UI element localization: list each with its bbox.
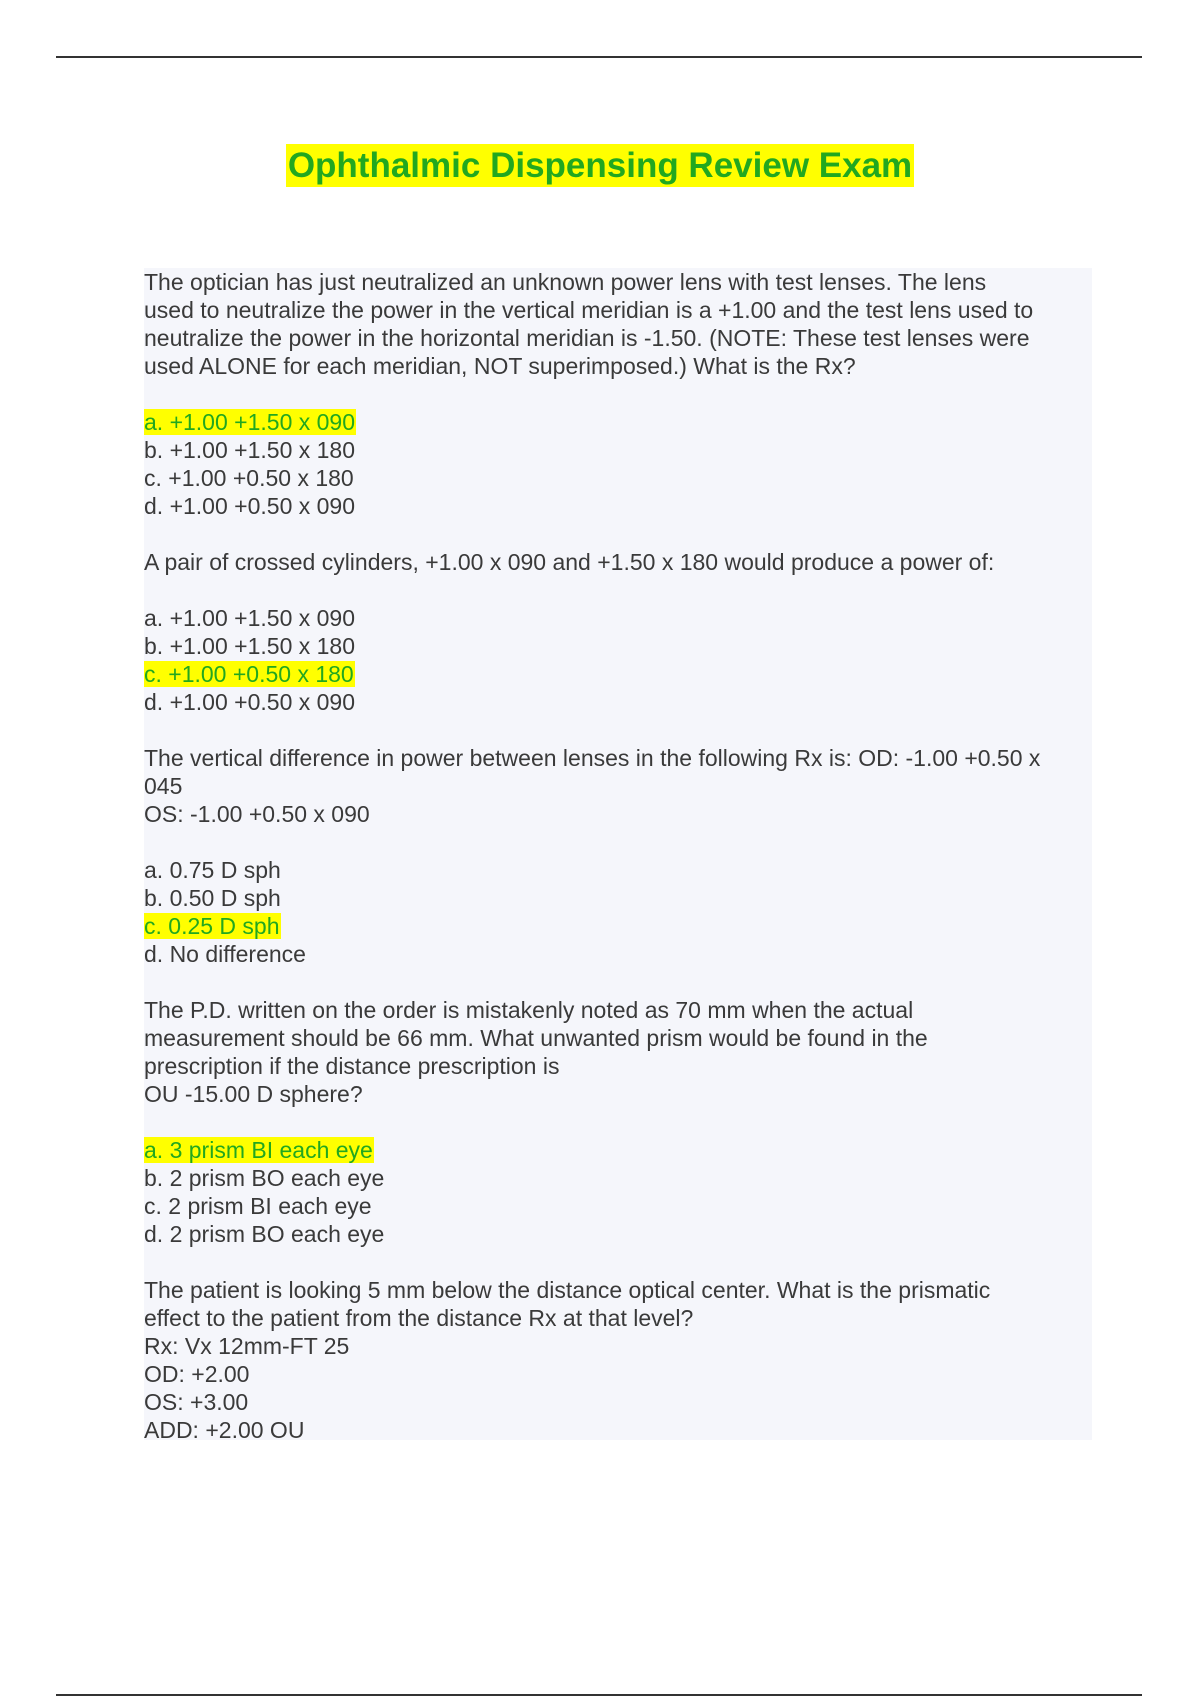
stem-line: effect to the patient from the distance Rx at that level? bbox=[144, 1305, 694, 1331]
question-stem bbox=[144, 996, 1092, 1108]
question-4 bbox=[144, 996, 1092, 1248]
stem-line: neutralize the power in the horizontal meridian is -1.50. (NOTE: These test lenses were bbox=[144, 325, 1030, 351]
stem-line: used ALONE for each meridian, NOT superimposed.) What is the Rx? bbox=[144, 353, 856, 379]
question-list bbox=[144, 268, 1092, 1443]
answer-option bbox=[144, 1192, 1092, 1220]
answer-options bbox=[144, 408, 1092, 520]
answer-option-correct bbox=[144, 912, 1092, 940]
answer-option bbox=[144, 884, 1092, 912]
answer-option-correct bbox=[144, 660, 1092, 688]
answer-option bbox=[144, 940, 1092, 968]
stem-line: OS: -1.00 +0.50 x 090 bbox=[144, 801, 370, 827]
answer-option bbox=[144, 632, 1092, 660]
stem-line: The vertical difference in power between lenses in the following Rx is: OD: -1.00 +0.50 x bbox=[144, 745, 1041, 771]
stem-line: A pair of crossed cylinders, +1.00 x 090 and +1.50 x 180 would produce a power of: bbox=[144, 549, 995, 575]
question-2 bbox=[144, 548, 1092, 716]
option-label: c. 2 prism BI each eye bbox=[144, 1193, 372, 1219]
stem-line: ADD: +2.00 OU bbox=[144, 1417, 305, 1443]
stem-line: The optician has just neutralized an unknown power lens with test lenses. The lens bbox=[144, 269, 987, 295]
option-label: a. 0.75 D sph bbox=[144, 857, 281, 883]
question-stem bbox=[144, 1276, 1092, 1444]
option-label: b. 2 prism BO each eye bbox=[144, 1165, 385, 1191]
option-label: b. +1.00 +1.50 x 180 bbox=[144, 633, 356, 659]
option-label: d. +1.00 +0.50 x 090 bbox=[144, 493, 356, 519]
option-label: a. +1.00 +1.50 x 090 bbox=[144, 605, 356, 631]
answer-option bbox=[144, 1164, 1092, 1192]
question-3 bbox=[144, 744, 1092, 968]
option-label: d. 2 prism BO each eye bbox=[144, 1221, 385, 1247]
question-1 bbox=[144, 268, 1092, 520]
stem-line: 045 bbox=[144, 773, 183, 799]
answer-option bbox=[144, 1220, 1092, 1248]
question-stem bbox=[144, 548, 1092, 576]
answer-option-correct bbox=[144, 408, 1092, 436]
answer-options bbox=[144, 856, 1092, 968]
option-label: c. 0.25 D sph bbox=[144, 913, 280, 939]
stem-line: OS: +3.00 bbox=[144, 1389, 249, 1415]
option-label: a. 3 prism BI each eye bbox=[144, 1137, 373, 1163]
stem-line: measurement should be 66 mm. What unwanted prism would be found in the bbox=[144, 1025, 928, 1051]
option-label: c. +1.00 +0.50 x 180 bbox=[144, 465, 354, 491]
question-5 bbox=[144, 1276, 1092, 1444]
stem-line: used to neutralize the power in the vertical meridian is a +1.00 and the test lens used to bbox=[144, 297, 1034, 323]
stem-line: OU -15.00 D sphere? bbox=[144, 1081, 363, 1107]
stem-line: Rx: Vx 12mm-FT 25 bbox=[144, 1333, 350, 1359]
question-stem bbox=[144, 268, 1092, 380]
stem-line: The patient is looking 5 mm below the distance optical center. What is the prismatic bbox=[144, 1277, 991, 1303]
option-label: c. +1.00 +0.50 x 180 bbox=[144, 661, 354, 687]
bottom-rule bbox=[56, 1694, 1142, 1696]
option-label: d. +1.00 +0.50 x 090 bbox=[144, 689, 356, 715]
stem-line: prescription if the distance prescription is bbox=[144, 1053, 560, 1079]
stem-line: OD: +2.00 bbox=[144, 1361, 250, 1387]
question-stem bbox=[144, 744, 1092, 828]
stem-line: The P.D. written on the order is mistakenly noted as 70 mm when the actual bbox=[144, 997, 914, 1023]
title-wrap bbox=[0, 144, 1200, 187]
answer-option bbox=[144, 856, 1092, 884]
option-label: b. 0.50 D sph bbox=[144, 885, 281, 911]
answer-options bbox=[144, 1136, 1092, 1248]
top-rule bbox=[56, 56, 1142, 58]
page-title: Ophthalmic Dispensing Review Exam bbox=[287, 146, 913, 185]
answer-options bbox=[144, 604, 1092, 716]
answer-option-correct bbox=[144, 1136, 1092, 1164]
answer-option bbox=[144, 436, 1092, 464]
answer-option bbox=[144, 688, 1092, 716]
option-label: a. +1.00 +1.50 x 090 bbox=[144, 409, 356, 435]
answer-option bbox=[144, 464, 1092, 492]
answer-option bbox=[144, 492, 1092, 520]
option-label: b. +1.00 +1.50 x 180 bbox=[144, 437, 356, 463]
answer-option bbox=[144, 604, 1092, 632]
option-label: d. No difference bbox=[144, 941, 306, 967]
